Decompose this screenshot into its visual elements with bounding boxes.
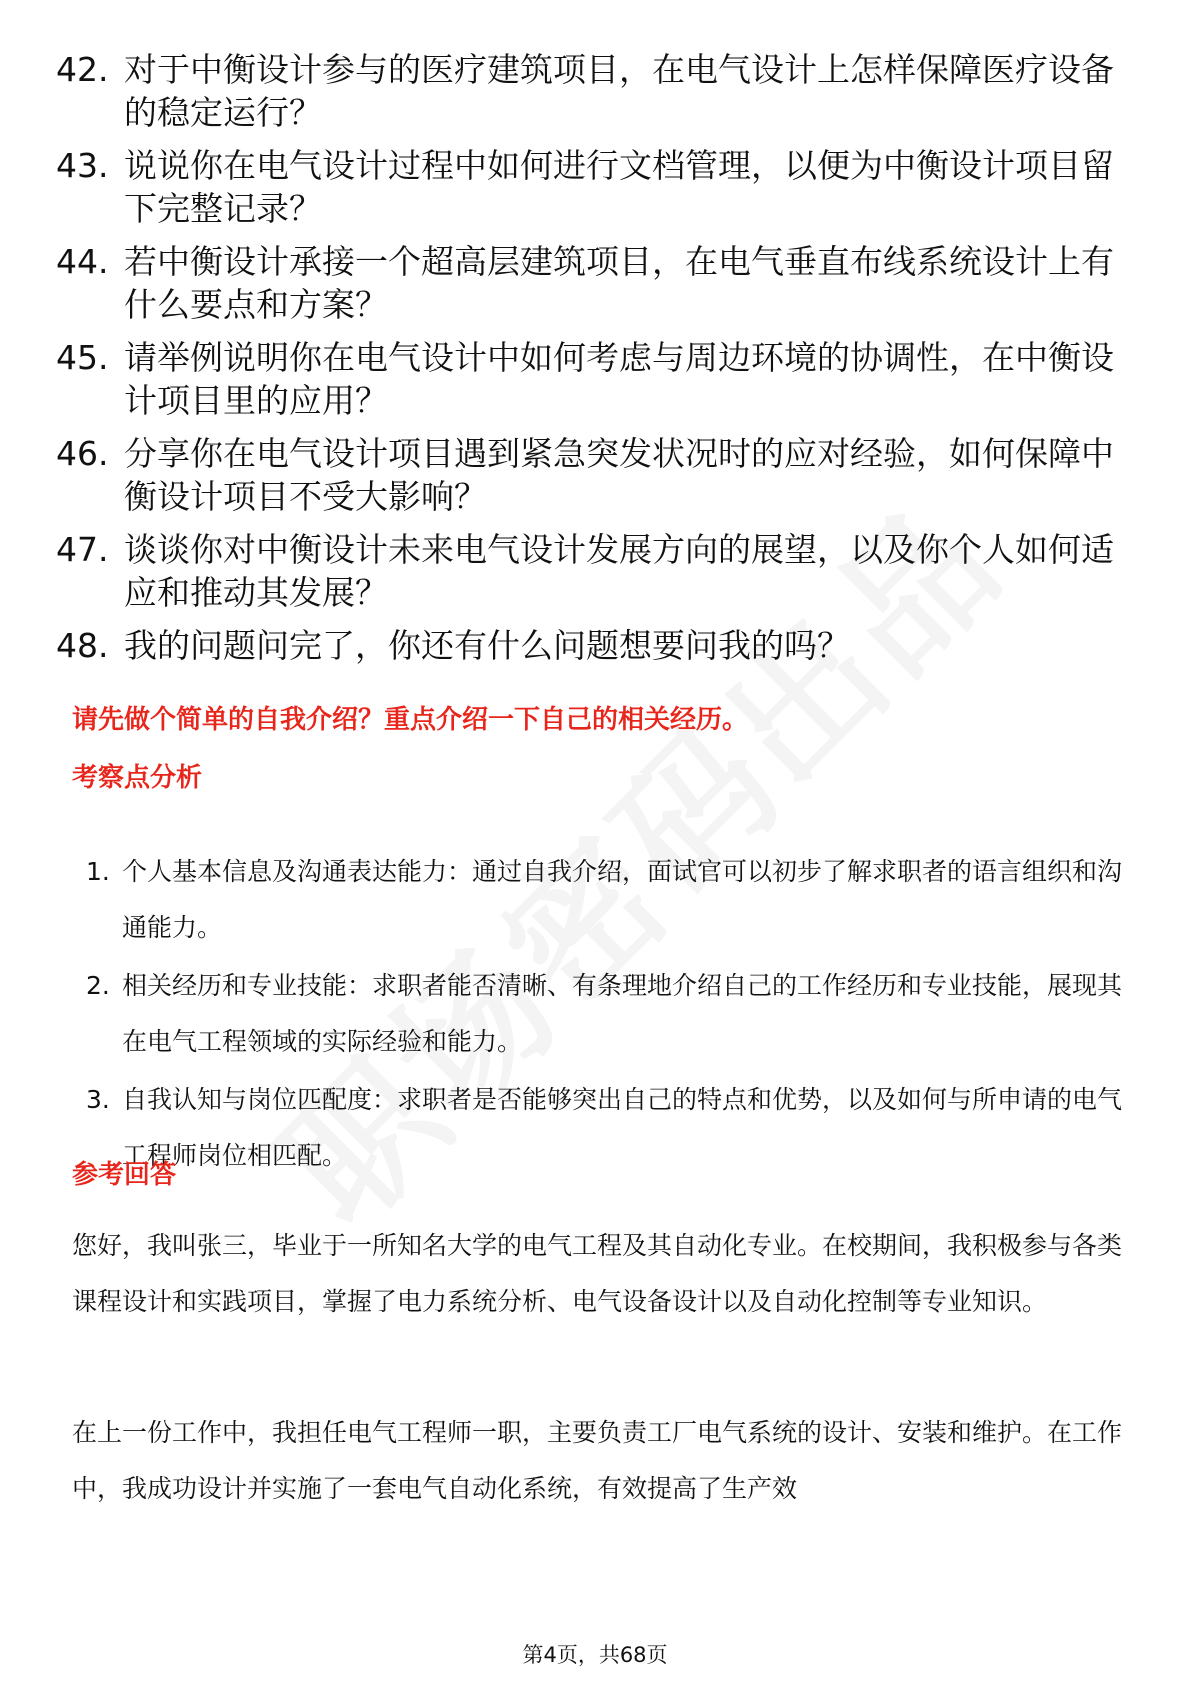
question-text: 若中衡设计承接一个超高层建筑项目，在电气垂直布线系统设计上有什么要点和方案？ [124, 242, 1114, 324]
list-item [56, 144, 1136, 230]
question-text: 对于中衡设计参与的医疗建筑项目，在电气设计上怎样保障医疗设备的稳定运行？ [124, 50, 1114, 132]
answer-paragraph: 在上一份工作中，我担任电气工程师一职，主要负责工厂电气系统的设计、安装和维护。在工作中，我成功设计并实施了一套电气自动化系统，有效提高了生产效 [72, 1418, 1123, 1503]
item-number: 42. [56, 50, 109, 89]
analysis-text: 个人基本信息及沟通表达能力：通过自我介绍，面试官可以初步了解求职者的语言组织和沟通能力。 [122, 857, 1123, 942]
question-text: 分享你在电气设计项目遇到紧急突发状况时的应对经验，如何保障中衡设计项目不受大影响？ [124, 434, 1114, 516]
analysis-text: 自我认知与岗位匹配度：求职者是否能够突出自己的特点和优势，以及如何与所申请的电气工程师岗位相匹配。 [122, 1085, 1123, 1170]
analysis-text: 相关经历和专业技能：求职者能否清晰、有条理地介绍自己的工作经历和专业技能，展现其在电气工程领域的实际经验和能力。 [122, 971, 1123, 1056]
list-item [56, 48, 1136, 134]
list-item [56, 624, 1136, 667]
answer-heading: 参考回答 [72, 1160, 177, 1190]
list-item [56, 528, 1136, 614]
list-item [72, 1072, 1132, 1184]
item-number: 48. [56, 626, 109, 665]
analysis-heading: 考察点分析 [72, 763, 203, 793]
item-number: 3. [86, 1085, 110, 1114]
item-number: 43. [56, 146, 109, 185]
section-question-title: 请先做个简单的自我介绍？重点介绍一下自己的相关经历。 [72, 705, 749, 735]
item-number: 2. [86, 971, 110, 1000]
analysis-list [72, 844, 1132, 1186]
item-number: 44. [56, 242, 109, 281]
list-item [56, 240, 1136, 326]
question-text: 说说你在电气设计过程中如何进行文档管理，以便为中衡设计项目留下完整记录？ [124, 146, 1114, 228]
item-number: 1. [86, 857, 110, 886]
question-list [56, 48, 1136, 677]
list-item [72, 958, 1132, 1070]
question-text: 谈谈你对中衡设计未来电气设计发展方向的展望，以及你个人如何适应和推动其发展？ [124, 530, 1114, 612]
item-number: 46. [56, 434, 109, 473]
item-number: 47. [56, 530, 109, 569]
item-number: 45. [56, 338, 109, 377]
answer-paragraph: 您好，我叫张三，毕业于一所知名大学的电气工程及其自动化专业。在校期间，我积极参与各类课程设计和实践项目，掌握了电力系统分析、电气设备设计以及自动化控制等专业知识。 [72, 1231, 1123, 1316]
question-text: 我的问题问完了，你还有什么问题想要问我的吗？ [124, 626, 850, 665]
list-item [56, 432, 1136, 518]
question-text: 请举例说明你在电气设计中如何考虑与周边环境的协调性，在中衡设计项目里的应用？ [124, 338, 1114, 420]
list-item [72, 844, 1132, 956]
list-item [56, 336, 1136, 422]
page-footer: 第4页，共68页 [522, 1643, 668, 1667]
